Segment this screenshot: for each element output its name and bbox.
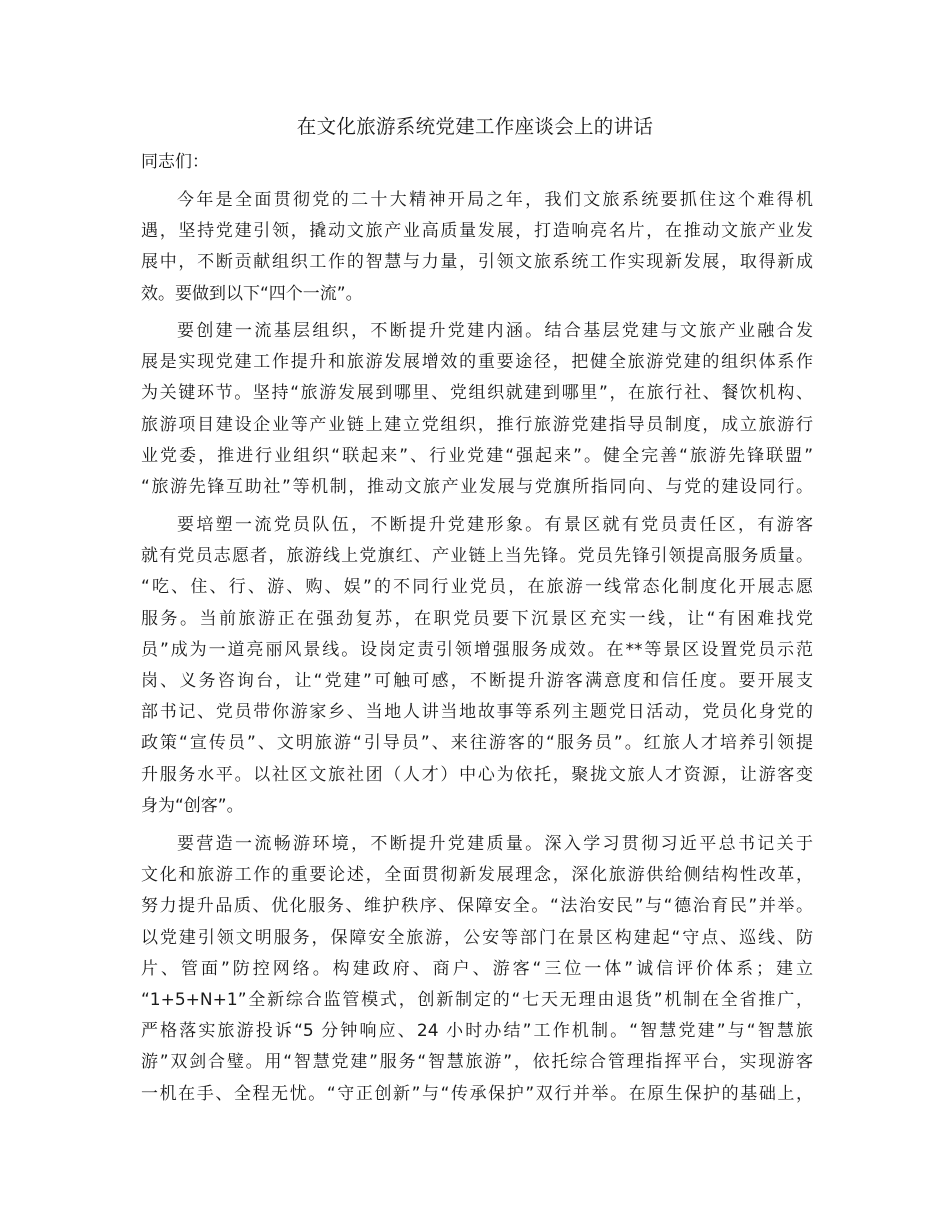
paragraph-line: 文化和旅游工作的重要论述，全面贯彻新发展理念，深化旅游供给侧结构性改革， xyxy=(141,865,813,886)
paragraph-line: 效。要做到以下“四个一流”。 xyxy=(141,283,363,304)
paragraph-line: 升服务水平。以社区文旅社团（人才）中心为依托，聚拢文旅人才资源，让游客变 xyxy=(141,764,813,785)
paragraph-line: 严格落实旅游投诉“5 分钟响应、24 小时办结”工作机制。“智慧党建”与“智慧旅 xyxy=(141,1021,813,1042)
paragraph-line: “旅游先锋互助社”等机制，推动文旅产业发展与党旗所指同向、与党的建设同行。 xyxy=(141,476,813,497)
paragraph-line: 为关键环节。坚持“旅游发展到哪里、党组织就建到哪里”，在旅行社、餐饮机构、 xyxy=(141,383,813,404)
paragraph-line: 一机在手、全程无忧。“守正创新”与“传承保护”双行并举。在原生保护的基础上， xyxy=(141,1083,813,1104)
paragraph-line: 展中，不断贡献组织工作的智慧与力量，引领文旅系统工作实现新发展，取得新成 xyxy=(141,252,813,273)
paragraph-line: 就有党员志愿者，旅游线上党旗红、产业链上当先锋。党员先锋引领提高服务质量。 xyxy=(141,546,813,567)
paragraph-line: 岗、义务咨询台，让“党建”可触可感，不断提升游客满意度和信任度。要开展支 xyxy=(141,670,813,691)
paragraph-line: 员”成为一道亮丽风景线。设岗定责引领增强服务成效。在**等景区设置党员示范 xyxy=(141,639,813,660)
paragraph-line: “1+5+N+1”全新综合监管模式，创新制定的“七天无理由退货”机制在全省推广， xyxy=(141,989,813,1010)
paragraph-line: 努力提升品质、优化服务、维护秩序、保障安全。“法治安民”与“德治育民”并举。 xyxy=(141,896,813,917)
paragraph-line: 政策“宣传员”、文明旅游“引导员”、来往游客的“服务员”。红旅人才培养引领提 xyxy=(141,733,813,754)
paragraph-line: 要培塑一流党员队伍，不断提升党建形象。有景区就有党员责任区，有游客 xyxy=(177,515,813,535)
paragraph-line: 展是实现党建工作提升和旅游发展增效的重要途径，把健全旅游党建的组织体系作 xyxy=(141,352,813,373)
paragraph-line: “吃、住、行、游、购、娱”的不同行业党员，在旅游一线常态化制度化开展志愿 xyxy=(141,577,813,598)
paragraph-line: 要创建一流基层组织，不断提升党建内涵。结合基层党建与文旅产业融合发 xyxy=(177,321,813,341)
paragraph-1 xyxy=(141,185,813,310)
document-title: 在文化旅游系统党建工作座谈会上的讲话 xyxy=(296,115,654,138)
paragraph-line: 业党委，推进行业组织“联起来”、行业党建“强起来”。健全完善“旅游先锋联盟” xyxy=(141,445,813,466)
paragraph-3 xyxy=(141,510,813,822)
paragraph-line: 要营造一流畅游环境，不断提升党建质量。深入学习贯彻习近平总书记关于 xyxy=(177,834,813,854)
paragraph-2 xyxy=(141,316,813,503)
paragraph-line: 片、管面”防控网络。构建政府、商户、游客“三位一体”诚信评价体系；建立 xyxy=(141,958,813,979)
paragraph-line: 游”双剑合璧。用“智慧党建”服务“智慧旅游”，依托综合管理指挥平台，实现游客 xyxy=(141,1052,813,1073)
paragraph-line: 以党建引领文明服务，保障安全旅游，公安等部门在景区构建起“守点、巡线、防 xyxy=(141,927,813,948)
paragraph-line: 今年是全面贯彻党的二十大精神开局之年，我们文旅系统要抓住这个难得机 xyxy=(177,190,813,210)
paragraph-line: 遇，坚持党建引领，撬动文旅产业高质量发展，打造响亮名片，在推动文旅产业发 xyxy=(141,221,813,242)
paragraph-line: 身为“创客”。 xyxy=(141,795,244,816)
paragraph-4 xyxy=(141,829,813,1110)
greeting: 同志们： xyxy=(141,152,209,172)
paragraph-line: 旅游项目建设企业等产业链上建立党组织，推行旅游党建指导员制度，成立旅游行 xyxy=(141,414,813,435)
paragraph-line: 部书记、党员带你游家乡、当地人讲当地故事等系列主题党日活动，党员化身党的 xyxy=(141,702,813,723)
paragraph-line: 服务。当前旅游正在强劲复苏，在职党员要下沉景区充实一线，让“有困难找党 xyxy=(141,608,813,629)
